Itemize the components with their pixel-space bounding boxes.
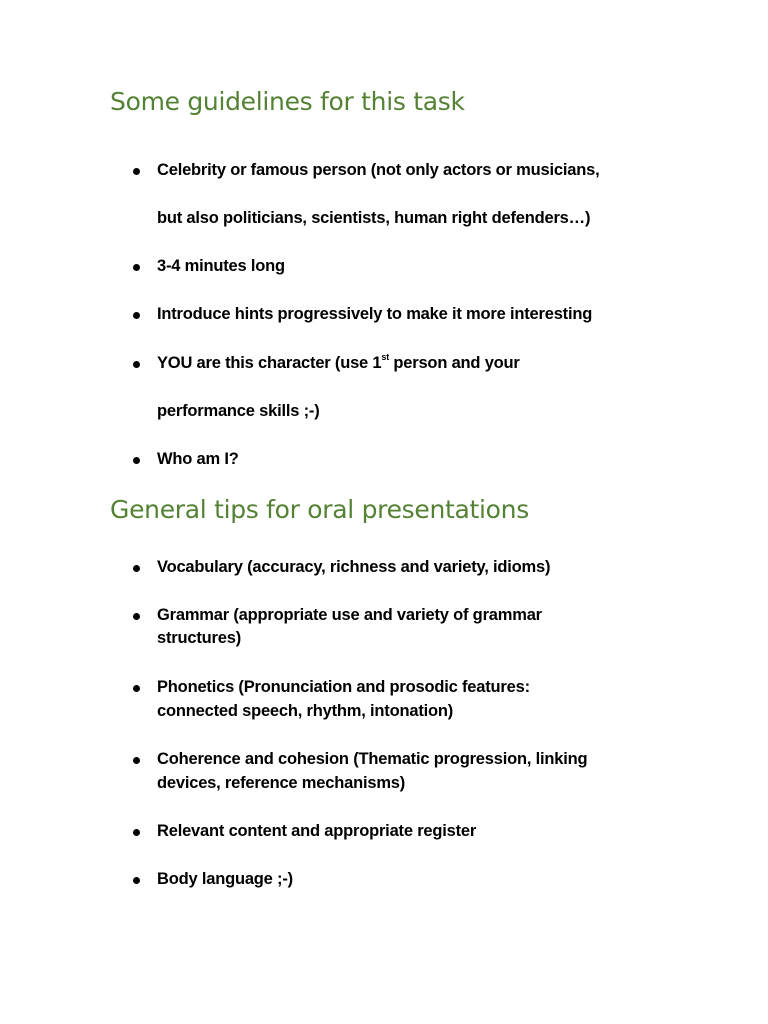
bullet-icon [133,264,140,271]
list-item-coherence-line-1: Coherence and cohesion (Thematic progression, linking [157,750,588,768]
list-item-phonetics-line-1: Phonetics (Pronunciation and prosodic features: [157,678,530,696]
list-item-character-line-1 [157,353,520,373]
list-item-duration: 3-4 minutes long [157,257,285,275]
list-item-vocabulary: Vocabulary (accuracy, richness and variety, idioms) [157,558,551,576]
bullet-icon [133,685,140,692]
character-text-start: YOU are this character (use 1 [157,354,382,372]
bullet-icon [133,168,140,175]
list-item-body-language: Body language ;-) [157,870,293,888]
list-item-content-register: Relevant content and appropriate register [157,822,477,840]
bullet-icon [133,457,140,464]
bullet-icon [133,877,140,884]
section-heading-guidelines: Some guidelines for this task [110,87,465,116]
ordinal-superscript: st [381,351,389,362]
list-item-grammar-line-2: structures) [157,629,241,647]
list-item-grammar-line-1: Grammar (appropriate use and variety of grammar [157,606,542,624]
list-item-coherence-line-2: devices, reference mechanisms) [157,774,406,792]
section-heading-tips: General tips for oral presentations [110,495,529,524]
bullet-icon [133,565,140,572]
bullet-icon [133,613,140,620]
list-item-character-line-2: performance skills ;-) [157,402,320,420]
bullet-icon [133,361,140,368]
list-item-celebrity-line-2: but also politicians, scientists, human right defenders…) [157,209,591,227]
bullet-icon [133,757,140,764]
list-item-hints: Introduce hints progressively to make it more interesting [157,305,593,323]
list-item-who-am-i: Who am I? [157,450,239,468]
character-text-end: person and your [389,354,520,372]
bullet-icon [133,829,140,836]
list-item-phonetics-line-2: connected speech, rhythm, intonation) [157,702,454,720]
bullet-icon [133,312,140,319]
list-item-celebrity-line-1: Celebrity or famous person (not only actors or musicians, [157,161,600,179]
